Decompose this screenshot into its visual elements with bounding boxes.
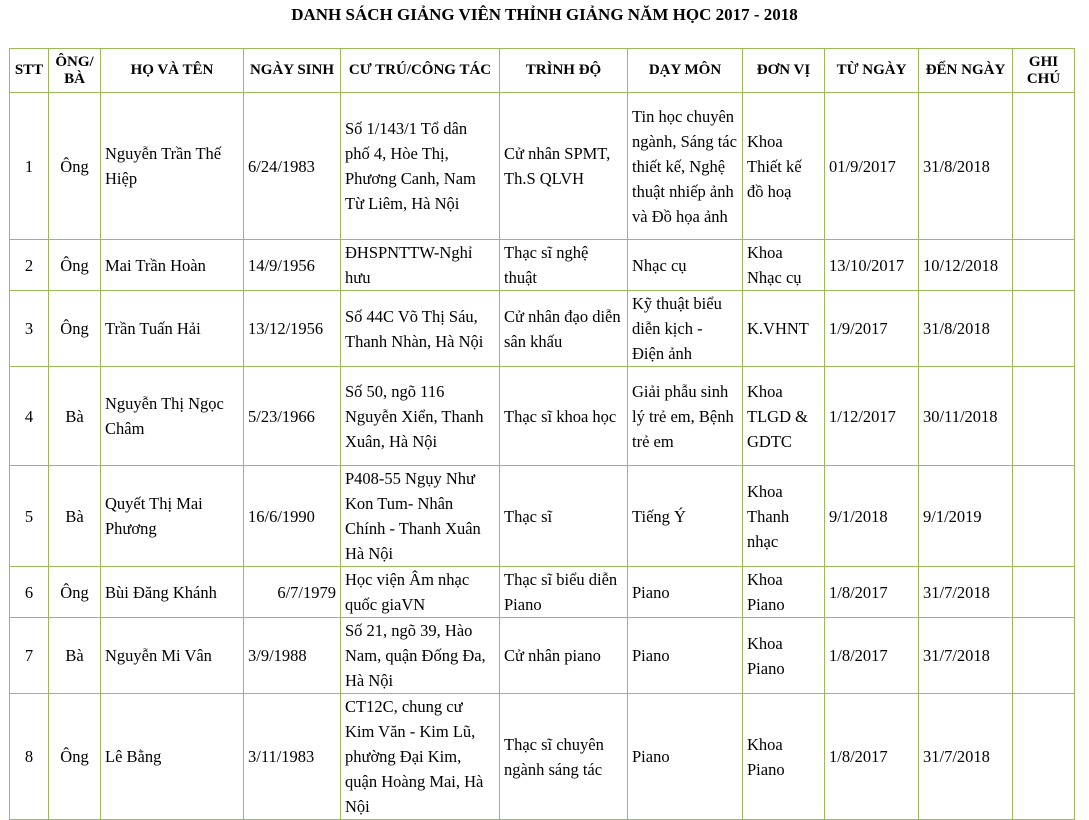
table-row — [10, 567, 1075, 618]
cell-from: 1/8/2017 — [825, 694, 919, 820]
cell-dob: 3/11/1983 — [244, 694, 341, 820]
cell-degree: Thạc sĩ nghệ thuật — [500, 240, 628, 291]
cell-stt: 3 — [10, 291, 49, 367]
cell-from: 1/9/2017 — [825, 291, 919, 367]
cell-name: Lê Bằng — [101, 694, 244, 820]
header-dob: NGÀY SINH — [244, 49, 341, 93]
cell-dob: 16/6/1990 — [244, 466, 341, 567]
cell-note — [1013, 567, 1075, 618]
cell-gender: Ông — [49, 93, 101, 240]
lecturer-table — [9, 48, 1075, 820]
page-title: DANH SÁCH GIẢNG VIÊN THỈNH GIẢNG NĂM HỌC 2017 - 2018 — [291, 5, 798, 24]
cell-to: 30/11/2018 — [919, 367, 1013, 466]
cell-unit: Khoa Thiết kế đồ hoạ — [743, 93, 825, 240]
cell-to: 31/7/2018 — [919, 618, 1013, 694]
cell-address: P408-55 Ngụy Như Kon Tum- Nhân Chính - Thanh Xuân Hà Nội — [341, 466, 500, 567]
table-row — [10, 367, 1075, 466]
cell-name: Nguyễn Mi Vân — [101, 618, 244, 694]
cell-dob: 14/9/1956 — [244, 240, 341, 291]
header-from: TỪ NGÀY — [825, 49, 919, 93]
cell-unit: Khoa Piano — [743, 567, 825, 618]
header-row — [10, 49, 1075, 93]
header-gender — [49, 49, 101, 93]
cell-stt: 8 — [10, 694, 49, 820]
cell-subject: Kỹ thuật biểu diễn kịch - Điện ảnh — [628, 291, 743, 367]
cell-address: ĐHSPNTTW-Nghỉ hưu — [341, 240, 500, 291]
cell-name: Trần Tuấn Hải — [101, 291, 244, 367]
cell-address: Học viện Âm nhạc quốc giaVN — [341, 567, 500, 618]
cell-degree: Thạc sĩ biểu diễn Piano — [500, 567, 628, 618]
cell-gender: Ông — [49, 694, 101, 820]
cell-name: Quyết Thị Mai Phương — [101, 466, 244, 567]
cell-to: 10/12/2018 — [919, 240, 1013, 291]
header-unit: ĐƠN VỊ — [743, 49, 825, 93]
cell-unit: Khoa Thanh nhạc — [743, 466, 825, 567]
cell-to: 31/8/2018 — [919, 291, 1013, 367]
cell-subject: Giải phẫu sinh lý trẻ em, Bệnh trẻ em — [628, 367, 743, 466]
cell-to: 9/1/2019 — [919, 466, 1013, 567]
table-row — [10, 291, 1075, 367]
header-gender-line1: ÔNG/ — [55, 53, 94, 70]
cell-stt: 7 — [10, 618, 49, 694]
cell-name: Nguyễn Trần Thế Hiệp — [101, 93, 244, 240]
cell-note — [1013, 240, 1075, 291]
cell-dob: 6/7/1979 — [244, 567, 341, 618]
header-note-line2: CHÚ — [1026, 70, 1061, 87]
cell-note — [1013, 694, 1075, 820]
cell-subject: Tin học chuyên ngành, Sáng tác thiết kế, Nghệ thuật nhiếp ảnh và Đồ họa ảnh — [628, 93, 743, 240]
cell-unit: Khoa Piano — [743, 618, 825, 694]
cell-from: 01/9/2017 — [825, 93, 919, 240]
cell-stt: 5 — [10, 466, 49, 567]
cell-stt: 1 — [10, 93, 49, 240]
cell-address: Số 50, ngõ 116 Nguyễn Xiển, Thanh Xuân, Hà Nội — [341, 367, 500, 466]
cell-unit: Khoa Piano — [743, 694, 825, 820]
cell-address: Số 1/143/1 Tổ dân phố 4, Hòe Thị, Phương Canh, Nam Từ Liêm, Hà Nội — [341, 93, 500, 240]
cell-to: 31/8/2018 — [919, 93, 1013, 240]
table-row — [10, 618, 1075, 694]
table-row — [10, 240, 1075, 291]
cell-dob: 3/9/1988 — [244, 618, 341, 694]
cell-gender: Ông — [49, 567, 101, 618]
cell-to: 31/7/2018 — [919, 694, 1013, 820]
cell-degree: Cử nhân SPMT, Th.S QLVH — [500, 93, 628, 240]
cell-degree: Cử nhân đạo diễn sân khấu — [500, 291, 628, 367]
cell-from: 1/8/2017 — [825, 618, 919, 694]
cell-stt: 2 — [10, 240, 49, 291]
cell-note — [1013, 291, 1075, 367]
cell-note — [1013, 618, 1075, 694]
cell-note — [1013, 466, 1075, 567]
header-gender-line2: BÀ — [64, 70, 85, 87]
header-to: ĐẾN NGÀY — [919, 49, 1013, 93]
cell-name: Mai Trần Hoàn — [101, 240, 244, 291]
cell-subject: Piano — [628, 694, 743, 820]
cell-degree: Cử nhân piano — [500, 618, 628, 694]
cell-to: 31/7/2018 — [919, 567, 1013, 618]
cell-unit: Khoa Nhạc cụ — [743, 240, 825, 291]
header-degree: TRÌNH ĐỘ — [500, 49, 628, 93]
cell-gender: Bà — [49, 618, 101, 694]
header-note-line1: GHI — [1028, 53, 1059, 70]
header-name: HỌ VÀ TÊN — [101, 49, 244, 93]
cell-stt: 6 — [10, 567, 49, 618]
cell-dob: 5/23/1966 — [244, 367, 341, 466]
cell-from: 13/10/2017 — [825, 240, 919, 291]
cell-subject: Nhạc cụ — [628, 240, 743, 291]
cell-note — [1013, 93, 1075, 240]
cell-gender: Ông — [49, 240, 101, 291]
cell-degree: Thạc sĩ — [500, 466, 628, 567]
cell-address: Số 21, ngõ 39, Hào Nam, quận Đống Đa, Hà Nội — [341, 618, 500, 694]
cell-gender: Bà — [49, 367, 101, 466]
table-row — [10, 466, 1075, 567]
cell-from: 1/8/2017 — [825, 567, 919, 618]
cell-unit: Khoa TLGD & GDTC — [743, 367, 825, 466]
cell-subject: Piano — [628, 567, 743, 618]
cell-from: 9/1/2018 — [825, 466, 919, 567]
cell-subject: Tiếng Ý — [628, 466, 743, 567]
table-row — [10, 93, 1075, 240]
cell-name: Nguyễn Thị Ngọc Châm — [101, 367, 244, 466]
cell-degree: Thạc sĩ khoa học — [500, 367, 628, 466]
header-address: CƯ TRÚ/CÔNG TÁC — [341, 49, 500, 93]
cell-gender: Ông — [49, 291, 101, 367]
cell-dob: 13/12/1956 — [244, 291, 341, 367]
header-subject: DẠY MÔN — [628, 49, 743, 93]
cell-note — [1013, 367, 1075, 466]
cell-unit: K.VHNT — [743, 291, 825, 367]
cell-gender: Bà — [49, 466, 101, 567]
cell-subject: Piano — [628, 618, 743, 694]
cell-address: CT12C, chung cư Kim Văn - Kim Lũ, phường Đại Kim, quận Hoàng Mai, Hà Nội — [341, 694, 500, 820]
table-row — [10, 694, 1075, 820]
cell-stt: 4 — [10, 367, 49, 466]
cell-name: Bùi Đăng Khánh — [101, 567, 244, 618]
header-stt: STT — [10, 49, 49, 93]
cell-address: Số 44C Võ Thị Sáu, Thanh Nhàn, Hà Nội — [341, 291, 500, 367]
cell-from: 1/12/2017 — [825, 367, 919, 466]
header-note — [1013, 49, 1075, 93]
cell-degree: Thạc sĩ chuyên ngành sáng tác — [500, 694, 628, 820]
cell-dob: 6/24/1983 — [244, 93, 341, 240]
